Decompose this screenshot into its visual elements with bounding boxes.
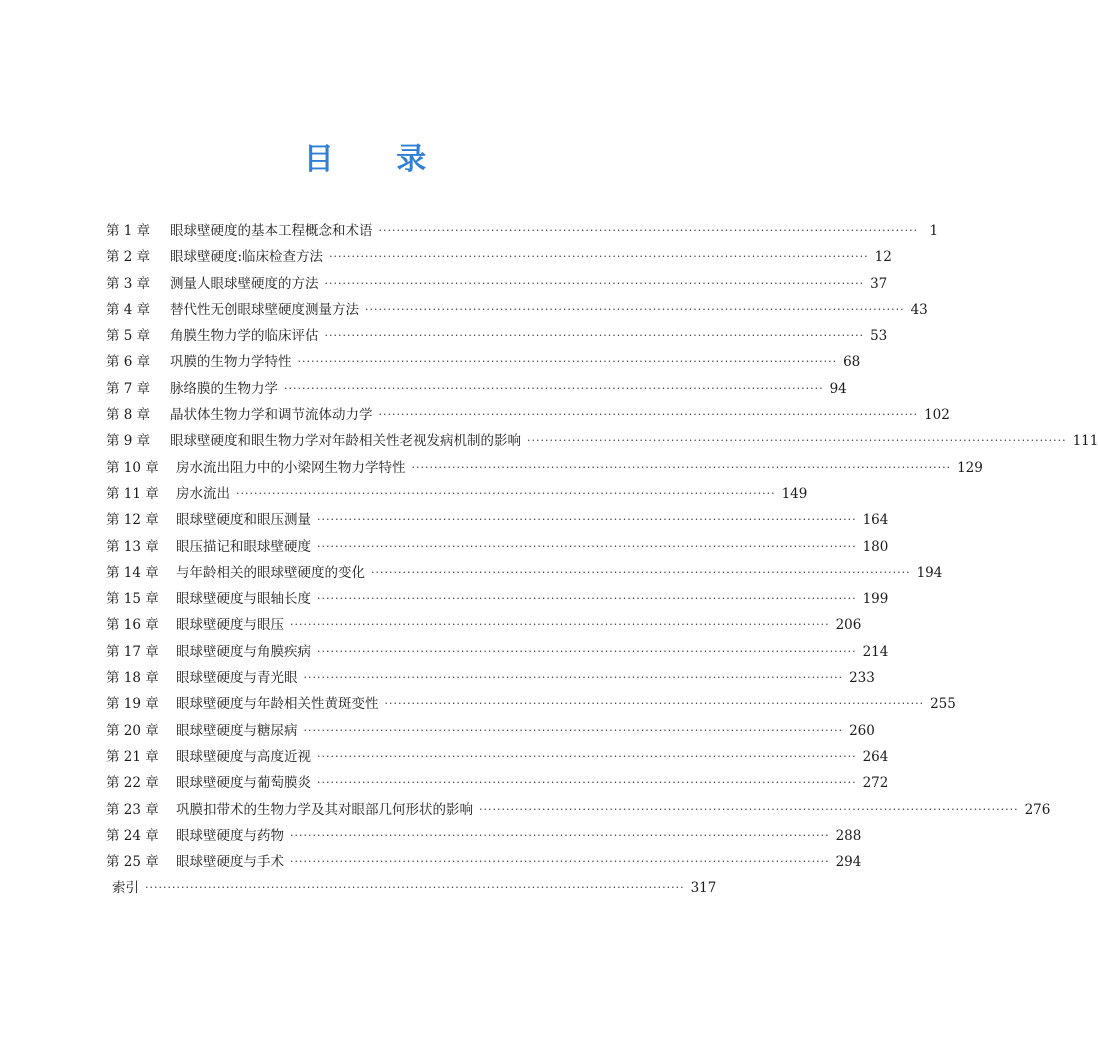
- toc-chapter-title: 脉络膜的生物力学: [170, 380, 278, 397]
- toc-leader-dots: [412, 461, 952, 474]
- toc-page-number: 43: [910, 301, 928, 318]
- toc-chapter-number: 第 21 章: [106, 748, 159, 765]
- toc-chapter-title: 索引: [112, 880, 139, 897]
- toc-chapter-number: 第 5 章: [106, 328, 151, 345]
- toc-entry: [106, 587, 889, 613]
- toc-page-number: 194: [916, 564, 943, 581]
- toc-leader-dots: [290, 829, 830, 842]
- toc-page-number: 94: [829, 380, 847, 397]
- toc-entry: [106, 798, 1051, 824]
- toc-chapter-number: 第 24 章: [106, 827, 159, 844]
- toc-page-number: 255: [930, 696, 956, 713]
- toc-leader-dots: [527, 434, 1067, 447]
- toc-chapter-number: 第 9 章: [106, 433, 151, 450]
- toc-chapter-title: 眼球壁硬度与糖尿病: [176, 722, 298, 739]
- toc-leader-dots: [379, 408, 919, 421]
- toc-chapter-number: 第 10 章: [106, 459, 159, 476]
- toc-chapter-title: 眼球壁硬度与角膜疾病: [176, 643, 311, 660]
- toc-page-number: 164: [862, 512, 889, 529]
- table-of-contents: [106, 219, 1098, 903]
- toc-chapter-number: 第 20 章: [106, 722, 159, 739]
- toc-leader-dots: [284, 382, 824, 395]
- toc-leader-dots: [317, 750, 857, 763]
- toc-chapter-title: 角膜生物力学的临床评估: [170, 328, 319, 345]
- toc-entry: [106, 666, 875, 692]
- toc-entry: [106, 535, 889, 561]
- toc-page-number: 276: [1024, 801, 1051, 818]
- toc-entry: [106, 456, 983, 482]
- toc-page-number: 102: [924, 407, 950, 424]
- toc-chapter-number: 第 3 章: [106, 275, 151, 292]
- toc-chapter-title: 眼球壁硬度和眼压测量: [176, 512, 311, 529]
- toc-leader-dots: [379, 224, 919, 237]
- toc-leader-dots: [479, 803, 1019, 816]
- toc-chapter-title: 眼球壁硬度与眼轴长度: [176, 591, 311, 608]
- toc-leader-dots: [325, 329, 865, 342]
- toc-chapter-number: 第 13 章: [106, 538, 159, 555]
- toc-page-number: 199: [862, 591, 889, 608]
- toc-entry: [106, 219, 939, 245]
- toc-chapter-title: 房水流出阻力中的小梁网生物力学特性: [176, 459, 406, 476]
- toc-page-number: 288: [835, 827, 862, 844]
- toc-page-number: 294: [835, 854, 862, 871]
- toc-chapter-number: 第 7 章: [106, 380, 151, 397]
- toc-entry: [106, 850, 862, 876]
- toc-leader-dots: [304, 724, 844, 737]
- toc-page-number: 149: [781, 485, 808, 502]
- toc-entry: [106, 561, 943, 587]
- toc-page-number: 260: [849, 722, 875, 739]
- toc-chapter-title: 巩膜扣带术的生物力学及其对眼部几何形状的影响: [176, 801, 473, 818]
- toc-entry: [106, 324, 888, 350]
- toc-leader-dots: [290, 618, 830, 631]
- toc-leader-dots: [317, 540, 857, 553]
- toc-chapter-number: 第 17 章: [106, 643, 159, 660]
- toc-entry: [106, 771, 889, 797]
- toc-entry: [106, 719, 875, 745]
- toc-page-number: 214: [862, 643, 889, 660]
- toc-chapter-title: 眼球壁硬度与眼压: [176, 617, 284, 634]
- toc-chapter-number: 第 12 章: [106, 512, 159, 529]
- toc-entry: [106, 298, 928, 324]
- toc-leader-dots: [371, 566, 911, 579]
- toc-chapter-title: 替代性无创眼球壁硬度测量方法: [170, 301, 359, 318]
- toc-chapter-title: 眼球壁硬度:临床检查方法: [170, 249, 324, 266]
- toc-leader-dots: [317, 776, 857, 789]
- toc-entry: [106, 824, 862, 850]
- toc-entry: [106, 350, 861, 376]
- toc-page-number: 37: [870, 275, 888, 292]
- toc-chapter-number: 第 2 章: [106, 249, 151, 266]
- toc-leader-dots: [329, 250, 869, 263]
- toc-chapter-number: 第 8 章: [106, 407, 151, 424]
- toc-chapter-title: 眼球壁硬度与葡萄膜炎: [176, 775, 311, 792]
- toc-leader-dots: [236, 487, 776, 500]
- toc-page-number: 272: [862, 775, 889, 792]
- toc-entry: [106, 245, 892, 271]
- toc-chapter-title: 眼压描记和眼球壁硬度: [176, 538, 311, 555]
- toc-entry: [106, 876, 717, 902]
- toc-chapter-number: 第 15 章: [106, 591, 159, 608]
- toc-leader-dots: [365, 303, 905, 316]
- toc-page-number: 129: [957, 459, 983, 476]
- toc-chapter-number: 第 23 章: [106, 801, 159, 818]
- toc-page-number: 1: [929, 223, 939, 239]
- toc-page-number: 317: [690, 880, 717, 897]
- toc-leader-dots: [317, 592, 857, 605]
- toc-chapter-title: 巩膜的生物力学特性: [170, 354, 292, 371]
- toc-entry: [106, 482, 808, 508]
- toc-entry: [106, 640, 889, 666]
- toc-leader-dots: [298, 355, 838, 368]
- toc-leader-dots: [304, 671, 844, 684]
- toc-entry: [106, 272, 888, 298]
- toc-chapter-title: 眼球壁硬度的基本工程概念和术语: [170, 223, 373, 239]
- toc-chapter-number: 第 19 章: [106, 696, 159, 713]
- toc-chapter-title: 眼球壁硬度与年龄相关性黄斑变性: [176, 696, 379, 713]
- toc-leader-dots: [325, 277, 865, 290]
- toc-page-number: 264: [862, 748, 889, 765]
- toc-entry: [106, 692, 956, 718]
- toc-leader-dots: [317, 645, 857, 658]
- toc-chapter-title: 与年龄相关的眼球壁硬度的变化: [176, 564, 365, 581]
- toc-entry: [106, 429, 1098, 455]
- toc-chapter-number: 第 6 章: [106, 354, 151, 371]
- toc-page-number: 206: [835, 617, 862, 634]
- toc-page-number: 111: [1072, 433, 1098, 450]
- toc-chapter-title: 眼球壁硬度与药物: [176, 827, 284, 844]
- toc-chapter-title: 眼球壁硬度与高度近视: [176, 748, 311, 765]
- toc-leader-dots: [145, 881, 685, 894]
- page-title: 目 录: [303, 142, 453, 177]
- toc-page-number: 12: [874, 249, 892, 266]
- toc-entry: [106, 508, 889, 534]
- toc-chapter-number: 第 25 章: [106, 854, 159, 871]
- toc-chapter-number: 第 4 章: [106, 301, 151, 318]
- toc-chapter-number: 第 16 章: [106, 617, 159, 634]
- toc-chapter-title: 眼球壁硬度和眼生物力学对年龄相关性老视发病机制的影响: [170, 433, 521, 450]
- toc-chapter-title: 眼球壁硬度与手术: [176, 854, 284, 871]
- toc-page-number: 53: [870, 328, 888, 345]
- toc-leader-dots: [290, 855, 830, 868]
- toc-chapter-title: 房水流出: [176, 485, 230, 502]
- toc-chapter-title: 测量人眼球壁硬度的方法: [170, 275, 319, 292]
- toc-chapter-number: 第 1 章: [106, 223, 151, 239]
- toc-leader-dots: [385, 697, 925, 710]
- toc-chapter-number: 第 18 章: [106, 670, 159, 687]
- toc-chapter-number: 第 14 章: [106, 564, 159, 581]
- toc-entry: [106, 745, 889, 771]
- toc-page-number: 180: [862, 538, 889, 555]
- toc-chapter-title: 眼球壁硬度与青光眼: [176, 670, 298, 687]
- toc-chapter-title: 晶状体生物力学和调节流体动力学: [170, 407, 373, 424]
- toc-entry: [106, 377, 847, 403]
- toc-chapter-number: 第 11 章: [106, 485, 159, 502]
- toc-entry: [106, 613, 862, 639]
- toc-leader-dots: [317, 513, 857, 526]
- toc-chapter-number: 第 22 章: [106, 775, 159, 792]
- toc-page-number: 68: [843, 354, 861, 371]
- toc-page-number: 233: [849, 670, 875, 687]
- toc-entry: [106, 403, 950, 429]
